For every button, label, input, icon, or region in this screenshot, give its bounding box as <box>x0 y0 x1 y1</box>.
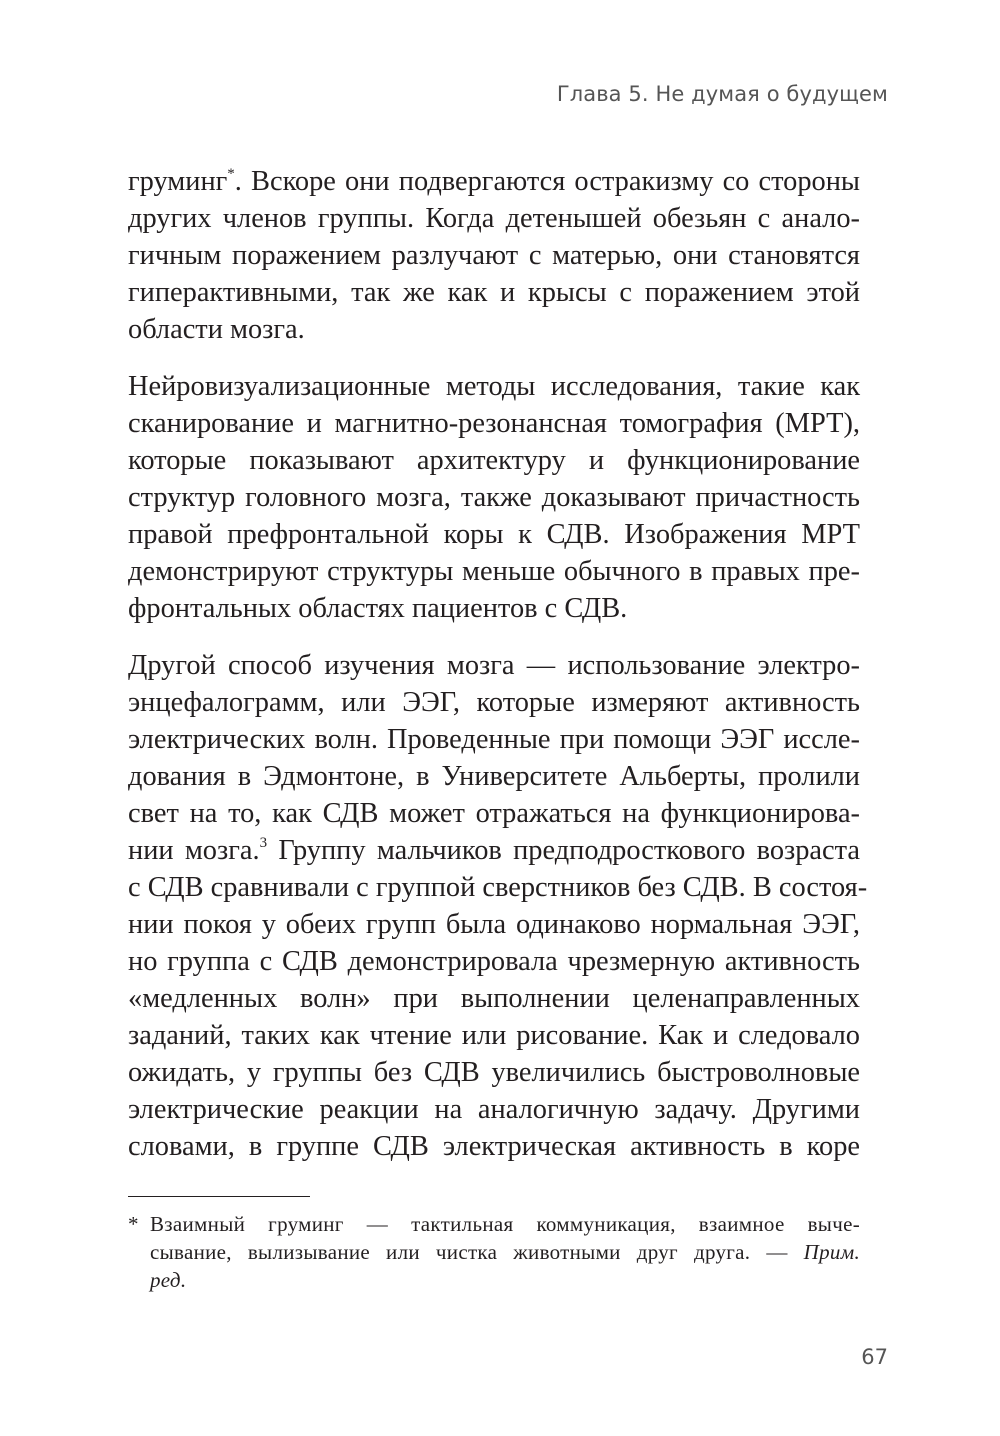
text-line: области мозга. <box>128 314 305 345</box>
text-line: демонстрируют структуры меньше обычного в правых пре- <box>128 556 860 587</box>
text-line: «медленных волн» при выполнении целенаправленных <box>128 983 860 1014</box>
text-line: сканирование и магнитно-резонансная томография (МРТ), <box>128 408 860 439</box>
text-line: нии мозга.$^3$ Группу мальчиков предподросткового возраста <box>128 835 860 866</box>
footnote <box>128 1210 860 1294</box>
footnote-line <box>150 1266 860 1294</box>
footnote-asterisk: * <box>128 1212 139 1236</box>
text-line: фронтальных областях пациентов с СДВ. <box>128 593 628 624</box>
text-line: груминг*. Вскоре они подвергаются остракизму со стороны <box>128 166 860 197</box>
page-number: 67 <box>861 1345 888 1369</box>
text-line: электрических волн. Проведенные при помощи ЭЭГ иссле- <box>128 724 860 755</box>
text-line: заданий, таких как чтение или рисование. Как и следовало <box>128 1020 860 1051</box>
text-line: гиперактивными, так же как и крысы с поражением этой <box>128 277 860 308</box>
running-head: Глава 5. Не думая о будущем <box>556 82 888 106</box>
text-line: электрические реакции на аналогичную задачу. Другими <box>128 1094 860 1125</box>
text-line: энцефалограмм, или ЭЭГ, которые измеряют активность <box>128 687 860 718</box>
footnote-marker[interactable]: * <box>227 166 235 182</box>
editor-note-label: Прим. <box>803 1240 860 1264</box>
footnote-line: сывание, вылизывание или чистка животными друг друга. — Прим. <box>150 1240 860 1264</box>
text-line: но группа с СДВ демонстрировала чрезмерную активность <box>128 946 860 977</box>
endnote-reference[interactable]: 3 <box>259 835 268 851</box>
text-line: структур головного мозга, также доказывают причастность <box>128 482 860 513</box>
text-line: гичным поражением разлучают с матерью, они становятся <box>128 240 860 271</box>
paragraph-2 <box>128 368 860 627</box>
text-line: свет на то, как СДВ может отражаться на функционирова- <box>128 798 860 829</box>
text-line: словами, в группе СДВ электрическая активность в коре <box>128 1131 860 1162</box>
text-line: с СДВ сравнивали с группой сверстников без СДВ. В состоя- <box>128 872 868 903</box>
footnote-line: Взаимный груминг — тактильная коммуникация, взаимное выче- <box>150 1212 860 1236</box>
footnote-divider <box>128 1196 310 1197</box>
text-line: правой префронтальной коры к СДВ. Изображения МРТ <box>128 519 860 550</box>
text-line: Нейровизуализационные методы исследования, такие как <box>128 371 860 402</box>
text-line: Другой способ изучения мозга — использование электро- <box>128 650 860 681</box>
text-line: ожидать, у группы без СДВ увеличились быстроволновые <box>128 1057 860 1088</box>
text-line: других членов группы. Когда детенышей обезьян с анало- <box>128 203 860 234</box>
text-line: которые показывают архитектуру и функционирование <box>128 445 860 476</box>
footnote-text <box>150 1210 860 1294</box>
editor-note-label-end: ред. <box>150 1268 187 1292</box>
paragraph-3 <box>128 647 868 1165</box>
text-line: дования в Эдмонтоне, в Университете Альберты, пролили <box>128 761 860 792</box>
paragraph-1 <box>128 163 860 348</box>
body-text <box>128 163 868 1185</box>
text-line: нии покоя у обеих групп была одинаково нормальная ЭЭГ, <box>128 909 860 940</box>
